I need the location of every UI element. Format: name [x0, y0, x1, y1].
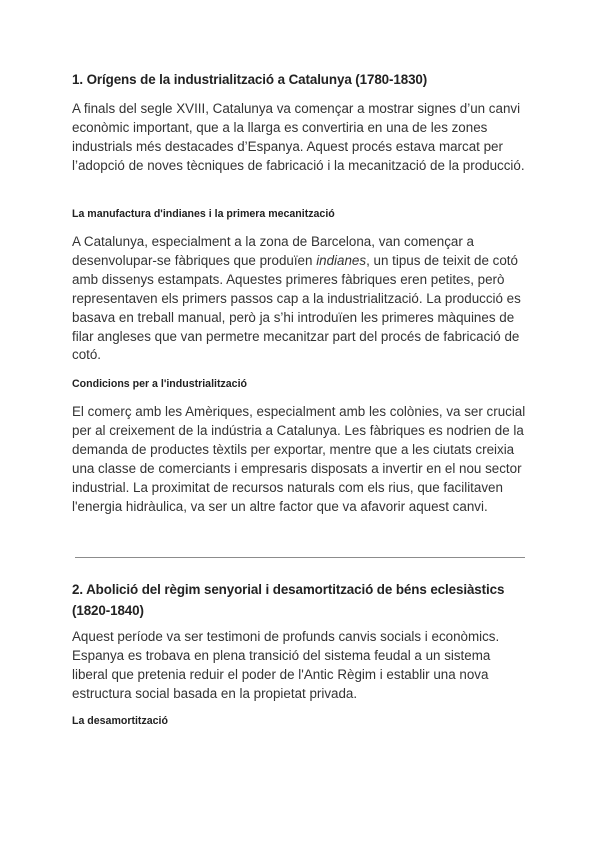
section-1-title: 1. Orígens de la industrialització a Catalunya (1780-1830)	[72, 72, 428, 87]
subsection-conditions-paragraph: El comerç amb les Amèriques, especialment amb les colònies, va ser crucial per al creixement de la indústria a Catalunya. Les fàbriques es nodrien de la demanda de productes tèxtils per exportar, mentre que a les ciutats creixia una classe de comerciants i empresaris disposats a invertir en el nou sector industrial. La proximitat de recursos naturals com els rius, que facilitaven l'energia hidràulica, va ser un altre factor que va afavorir aquest canvi.	[72, 404, 526, 514]
section-2-intro-paragraph: Aquest període va ser testimoni de profunds canvis socials i econòmics. Espanya es trobava en plena transició del sistema feudal a un sistema liberal que pretenia reduir el poder de l'Antic Règim i establir una nova estructura social basada en la propietat privada.	[72, 629, 500, 701]
section-2-title: 2. Abolició del règim senyorial i desamortització de béns eclesiàstics (1820-1840)	[72, 582, 505, 618]
section-divider	[75, 557, 525, 558]
section-1-intro-paragraph: A finals del segle XVIII, Catalunya va començar a mostrar signes d’un canvi econòmic important, que a la llarga es convertiria en una de les zones industrials més destacades d’Espanya. Aquest procés estava marcat per l’adopció de noves tècniques de fabricació i la mecanització de la producció.	[72, 101, 525, 173]
subsection-indianes-paragraph	[72, 233, 528, 365]
subsection-indianes-heading: La manufactura d'indianes i la primera mecanització	[72, 208, 335, 220]
subsection-desamortitzacio-heading: La desamortització	[72, 715, 168, 727]
subsection-conditions-heading: Condicions per a l'industrialització	[72, 378, 247, 390]
indianes-emphasis: indianes	[316, 252, 367, 268]
paragraph-text-start: A Catalunya, especialment a la zona de Barcelona, van començar a desenvolupar-se fàbriques que produïen	[72, 234, 474, 268]
paragraph-text-end: , un tipus de teixit de cotó amb dissenys estampats. Aquestes primeres fàbriques eren petites, però representaven els primers passos cap a la industrialització. La producció es basava en treball manual, però ja s’hi introduïen les primeres màquines de filar angleses que van permetre mecanitzar part del procés de fabricació de cotó.	[72, 252, 521, 363]
